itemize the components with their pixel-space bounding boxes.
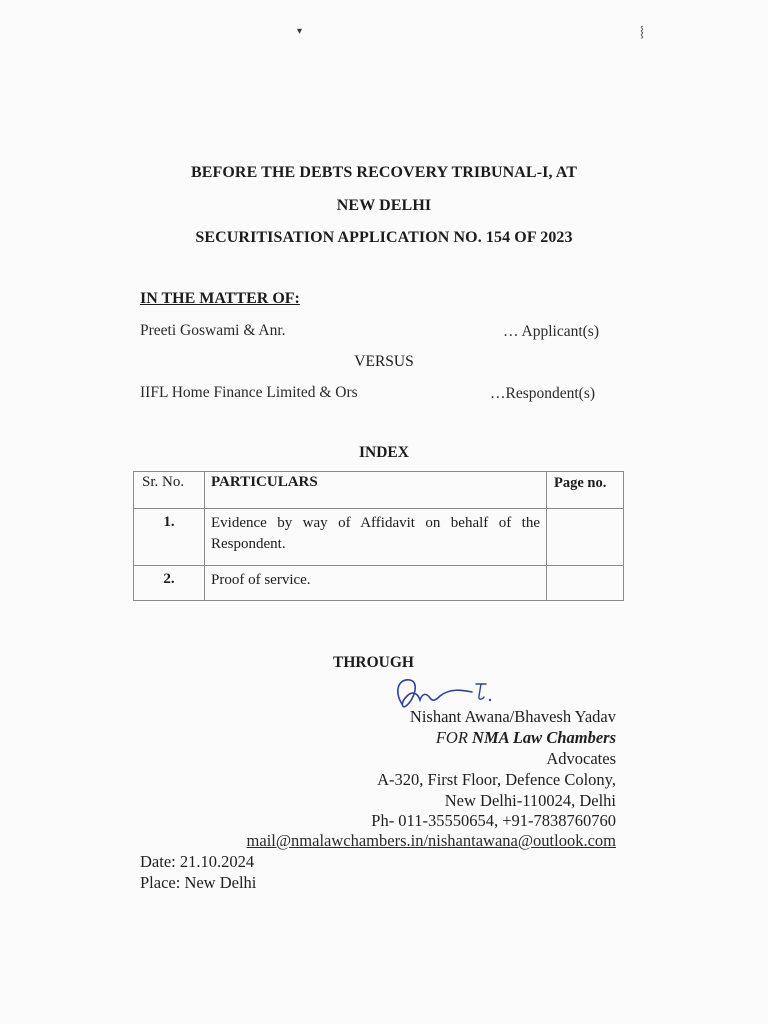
heading-line-3: SECURITISATION APPLICATION NO. 154 OF 2023 (195, 229, 573, 246)
cell-sr-no: 2. (134, 566, 205, 601)
applicant-name: Preeti Goswami & Anr. (140, 322, 286, 339)
address-line-1: A-320, First Floor, Defence Colony, (377, 770, 616, 789)
respondent-role: …Respondent(s) (490, 385, 596, 402)
place-line: Place: New Delhi (140, 873, 257, 892)
header-sr-no: Sr. No. (134, 472, 205, 509)
header-particulars: PARTICULARS (205, 472, 547, 509)
date-line: Date: 21.10.2024 (140, 852, 255, 871)
index-header-row (134, 472, 624, 509)
cell-sr-no: 1. (134, 509, 205, 566)
cell-particulars: Evidence by way of Affidavit on behalf of the Respondent. (205, 509, 547, 566)
email-addresses: mail@nmalawchambers.in/nishantawana@outlook.com (246, 831, 616, 850)
heading-line-2: NEW DELHI (336, 197, 432, 214)
cell-page-no (547, 566, 624, 601)
index-title: INDEX (359, 444, 409, 461)
heading-line-1: BEFORE THE DEBTS RECOVERY TRIBUNAL-I, AT (190, 164, 578, 181)
header-page-no: Page no. (547, 472, 624, 509)
applicant-role: … Applicant(s) (503, 323, 599, 340)
table-row (134, 566, 624, 601)
respondent-name: IIFL Home Finance Limited & Ors (140, 384, 358, 401)
index-table (133, 471, 624, 601)
scan-mark: ⸾ (640, 26, 644, 38)
advocates-label: Advocates (546, 749, 616, 768)
firm-name: FOR NMA Law Chambers (435, 728, 616, 747)
cell-particulars: Proof of service. (205, 566, 547, 601)
through-label: THROUGH (333, 654, 414, 671)
address-line-2: New Delhi-110024, Delhi (444, 791, 616, 810)
versus-label: VERSUS (354, 353, 414, 370)
phone-numbers: Ph- 011-35550654, +91-7838760760 (371, 811, 616, 830)
table-row (134, 509, 624, 566)
in-the-matter-heading: IN THE MATTER OF: (140, 290, 300, 307)
advocate-names: Nishant Awana/Bhavesh Yadav (409, 707, 616, 726)
scan-mark: ▾ (297, 26, 303, 37)
cell-page-no (547, 509, 624, 566)
